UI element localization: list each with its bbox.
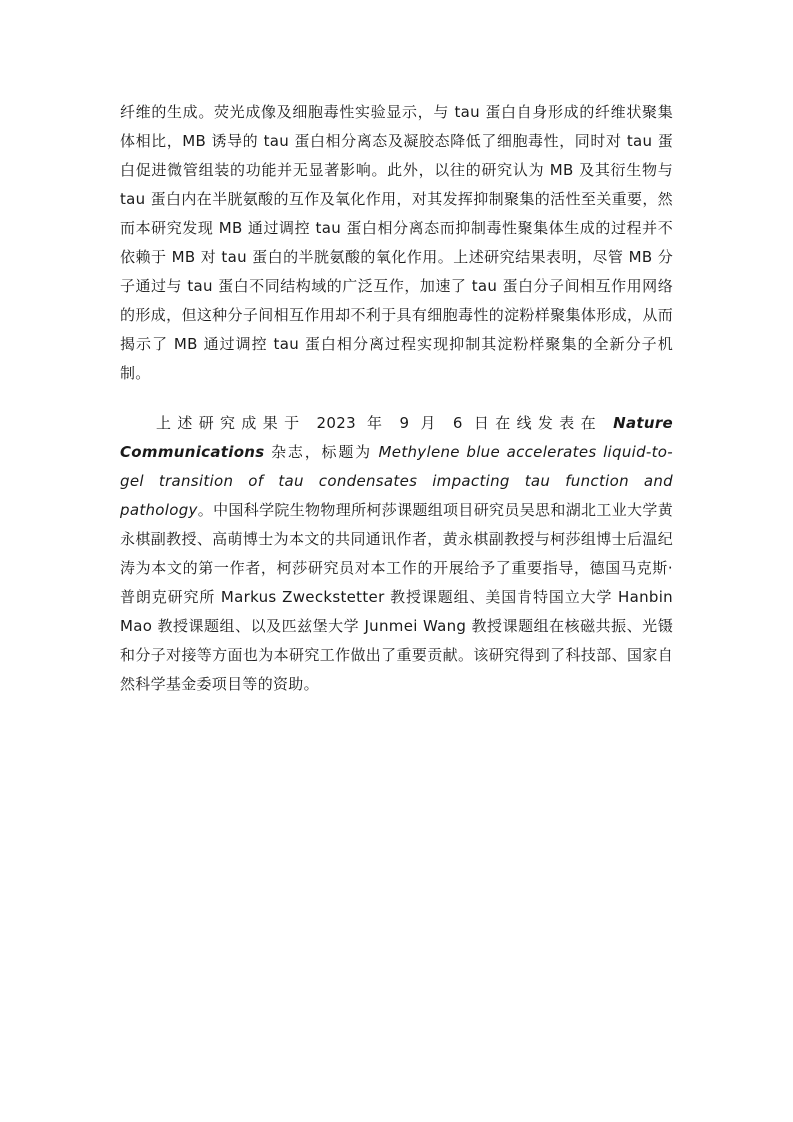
document-body [120,98,673,699]
paragraph-publication [120,409,673,699]
journal-name: Nature Communications [120,414,673,461]
publication-mid: 杂志，标题为 [264,443,379,461]
paragraph-mechanism: 纤维的生成。荧光成像及细胞毒性实验显示，与 tau 蛋白自身形成的纤维状聚集体相比，MB 诱导的 tau 蛋白相分离态及凝胶态降低了细胞毒性，同时对 tau 蛋白促进微管组装的功能并无显著影响。此外，以往的研究认为 MB 及其衍生物与 tau 蛋白内在半胱氨酸的互作及氧化作用，对其发挥抑制聚集的活性至关重要，然而本研究发现 MB 通过调控 tau 蛋白相分离态而抑制毒性聚集体生成的过程并不依赖于 MB 对 tau 蛋白的半胱氨酸的氧化作用。上述研究结果表明，尽管 MB 分子通过与 tau 蛋白不同结构域的广泛互作，加速了 tau 蛋白分子间相互作用网络的形成，但这种分子间相互作用却不利于具有细胞毒性的淀粉样聚集体形成，从而揭示了 MB 通过调控 tau 蛋白相分离过程实现抑制其淀粉样聚集的全新分子机制。 [120,103,673,382]
article-title: Methylene blue accelerates liquid-to-gel transition of tau condensates impacting tau function and pathology [120,443,674,519]
publication-lead: 上述研究成果于 2023 年 9 月 6 日在线发表在 [156,414,614,432]
publication-tail: 。中国科学院生物物理所柯莎课题组项目研究员吴思和湖北工业大学黄永棋副教授、高萌博士为本文的共同通讯作者，黄永棋副教授与柯莎组博士后温纪涛为本文的第一作者，柯莎研究员对本工作的开展给予了重要指导，德国马克斯·普朗克研究所 Markus Zweckstetter 教授课题组、美国肯特国立大学 Hanbin Mao 教授课题组、以及匹兹堡大学 Junmei Wang 教授课题组在核磁共振、光镊和分子对接等方面也为本研究工作做出了重要贡献。该研究得到了科技部、国家自然科学基金委项目等的资助。 [120,501,673,693]
